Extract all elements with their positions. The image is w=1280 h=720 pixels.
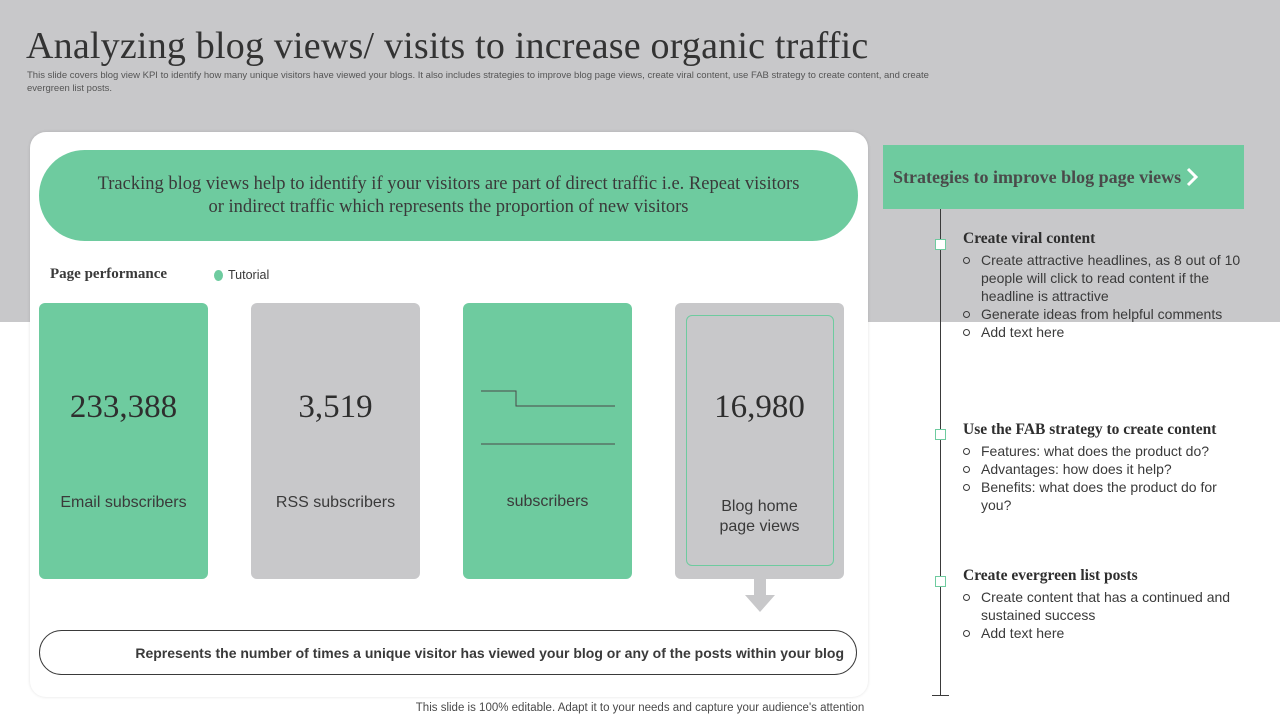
strategies-header	[883, 145, 1244, 209]
page-performance-label: Page performance	[50, 266, 168, 282]
strategy-viral-content	[963, 230, 1263, 341]
bullet-list	[963, 588, 1263, 642]
strategy-title: Create evergreen list posts	[963, 567, 1138, 584]
bullet-item: Create attractive headlines, as 8 out of 10 people will click to read content if the headline is attractive	[963, 251, 1263, 305]
definition-pill	[39, 630, 857, 675]
bullet-list	[963, 442, 1263, 514]
definition-text: Represents the number of times a unique visitor has viewed your blog or any of the posts within your blog	[135, 644, 844, 661]
kpi-tile-email-subscribers	[39, 303, 208, 579]
kpi-value: 16,980	[714, 389, 805, 425]
kpi-value: 3,519	[298, 389, 373, 425]
kpi-label-line1: Blog home	[721, 498, 798, 515]
strategy-title: Create viral content	[963, 230, 1096, 247]
bullet-item: Features: what does the product do?	[963, 442, 1263, 460]
kpi-value: 233,388	[69, 389, 178, 425]
kpi-label: subscribers	[506, 493, 589, 510]
timeline-node	[935, 576, 946, 587]
legend-label: Tutorial	[228, 268, 270, 282]
bullet-item: Advantages: how does it help?	[963, 460, 1263, 478]
legend	[214, 268, 269, 282]
legend-dot-icon	[214, 270, 223, 281]
bullet-item: Create content that has a continued and sustained success	[963, 588, 1251, 624]
bullet-item: Benefits: what does the product do for you?	[963, 478, 1221, 514]
page-subtitle: This slide covers blog view KPI to identify how many unique visitors have viewed your blogs. It also includes strategies to improve blog page views, create viral content, use FAB strategy to create content, and create evergreen list posts.	[27, 70, 929, 94]
kpi-label: RSS subscribers	[275, 494, 396, 511]
footer-note: This slide is 100% editable. Adapt it to your needs and capture your audience's attention	[415, 702, 865, 714]
timeline-end-cap	[932, 695, 949, 696]
kpi-tile-blog-home-page-views	[675, 303, 844, 579]
timeline-node	[935, 239, 946, 250]
step-line-icon	[463, 303, 632, 463]
strategy-title: Use the FAB strategy to create content	[963, 421, 1217, 438]
page-title: Analyzing blog views/ visits to increase organic traffic	[26, 25, 869, 67]
kpi-tile-subscribers	[463, 303, 632, 579]
kpi-label: Email subscribers	[60, 494, 187, 511]
kpi-label-line2: page views	[719, 518, 800, 535]
strategy-fab	[963, 421, 1263, 514]
timeline-node	[935, 429, 946, 440]
bullet-item: Add text here	[963, 624, 1263, 642]
kpi-tile-rss-subscribers	[251, 303, 420, 579]
timeline-line	[940, 209, 941, 696]
chevron-right-icon	[1185, 166, 1199, 188]
bullet-item: Generate ideas from helpful comments	[963, 305, 1263, 323]
strategy-evergreen	[963, 567, 1263, 642]
kpi-label	[675, 497, 844, 537]
bullet-item: Add text here	[963, 323, 1263, 341]
bullet-list	[963, 251, 1263, 341]
down-arrow-icon	[744, 579, 776, 613]
strategies-title: Strategies to improve blog page views	[893, 166, 1182, 187]
info-banner-text: Tracking blog views help to identify if your visitors are part of direct traffic i.e. Repeat visitors or indirect traffic which represents the proportion of new visitors	[97, 173, 800, 217]
info-banner	[39, 150, 858, 241]
